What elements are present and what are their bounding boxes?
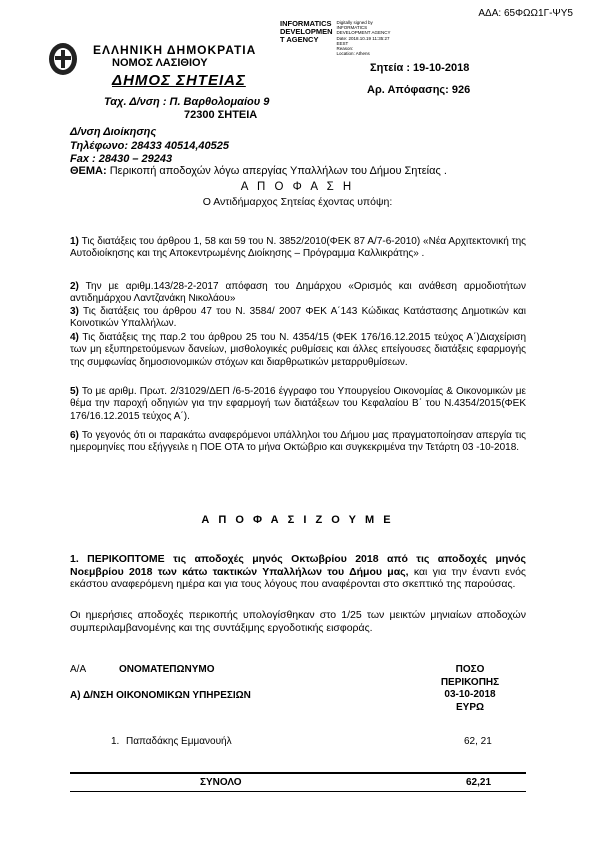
consideration-text: Το με αριθμ. Πρωτ. 2/31029/ΔΕΠ /6-5-2016 έγγραφο του Υπουργείου Οικονομίας & Οικονομικών με θέμα την παροχή οδηγιών για την εφαρμογή των διατάξεων του Κεφαλαίου Β΄ του Ν.4354/2015(ΦΕΚ 176/16.12.2015 τεύχος Α΄).	[70, 386, 526, 422]
department-name: Δ/νση Διοίκησης	[70, 126, 157, 138]
consideration-5	[70, 386, 526, 423]
consideration-text: Την με αριθμ.143/28-2-2017 απόφαση του Δημάρχου «Ορισμός και ανάθεση αρμοδιοτήτων αντιδημάρχου Λαντζανάκη Νικολάου»	[70, 281, 526, 305]
ada-code: ΑΔΑ: 65ΦΩΩ1Γ-ΨΥ5	[478, 8, 573, 19]
section-heading: Α) Δ/ΝΣΗ ΟΙΚΟΝΟΜΙΚΩΝ ΥΠΗΡΕΣΙΩΝ	[70, 690, 251, 701]
document-date: Σητεία : 19-10-2018	[370, 62, 470, 74]
consideration-text: Τις διατάξεις της παρ.2 του άρθρου 25 του Ν. 4354/15 (ΦΕΚ 176/16.12.2015 τεύχος Α΄)Διαχείριση των μη εξυπηρετούμενων δανείων, μισθολογικές ρυθμίσεις και άλλες επείγουσες διατάξεις εφαρμογής της συμφωνίας δημοσιονομικών στόχων και διαρθρωτικών μεταρρυθμίσεων.	[70, 332, 527, 368]
consideration-1	[70, 236, 526, 261]
consideration-number: 2)	[70, 281, 79, 292]
postal-address: Ταχ. Δ/νση : Π. Βαρθολομαίου 9	[104, 96, 270, 108]
resolution-bold-text: 1. ΠΕΡΙΚΟΠΤΟΜΕ τις αποδοχές μηνός Οκτωβρίου 2018 από τις αποδοχές μηνός Νοεμβρίου 2018 των κάτω τακτικών Υπαλλήλων του Δήμου μας,	[70, 553, 526, 578]
consideration-number: 1)	[70, 236, 79, 247]
table-divider	[70, 772, 526, 774]
amount-header-line: ΠΟΣΟ	[455, 664, 485, 675]
consideration-text: Τις διατάξεις του άρθρου 47 του Ν. 3584/ 2007 ΦΕΚ Α΄143 Κώδικας Κατάστασης Δημοτικών και Κοινοτικών Υπαλλήλων.	[70, 306, 526, 330]
column-header-name: ΟΝΟΜΑΤΕΠΩΝΥΜΟ	[119, 664, 215, 675]
consideration-number: 3)	[70, 306, 79, 317]
amount-header-line: ΠΕΡΙΚΟΠΗΣ	[440, 676, 500, 688]
employee-name: Παπαδάκης Εμμανουήλ	[126, 736, 232, 747]
deduction-amount: 62, 21	[464, 736, 492, 747]
signature-detail: INFORMATICS	[336, 25, 368, 31]
row-number: 1.	[111, 736, 120, 747]
signature-detail: DEVELOPMENT AGENCY	[336, 30, 391, 36]
digital-signature-box	[280, 20, 390, 56]
decision-intro: Ο Αντιδήμαρχος Σητείας έχοντας υπόψη:	[202, 196, 393, 208]
consideration-4	[70, 332, 526, 369]
signature-detail: Date: 2018.10.19 11:35:27	[336, 35, 390, 41]
signature-detail: Reason:	[336, 46, 354, 52]
consideration-text: Το γεγονός ότι οι παρακάτω αναφερόμενοι υπάλληλοι του Δήμου μας πραγματοποίησαν απεργία τις ημερομηνίες που εξήγγειλε η ΠΟΕ ΟΤΑ το μήνα Οκτώβριο και συγκεκριμένα την Τετάρτη 03 -10-2018.	[70, 430, 526, 454]
amount-header-line: ΕΥΡΩ	[455, 701, 485, 713]
republic-heading: ΕΛΛΗΝΙΚΗ ΔΗΜΟΚΡΑΤΙΑ	[93, 43, 257, 57]
signature-detail: Location: Athens	[336, 51, 370, 57]
fax-number: Fax : 28430 – 29243	[70, 153, 173, 165]
decision-title: Α Π Ο Φ Α Σ Η	[240, 181, 355, 193]
resolution-paragraph	[70, 553, 526, 591]
total-label: ΣΥΝΟΛΟ	[200, 777, 242, 788]
consideration-6	[70, 430, 526, 455]
column-header-amount	[420, 664, 520, 714]
signature-brand-line: DEVELOPMEN	[280, 27, 333, 36]
consideration-number: 4)	[70, 332, 79, 343]
signature-brand-line: INFORMATICS	[280, 19, 332, 28]
consideration-number: 6)	[70, 430, 79, 441]
signature-detail: EEST	[336, 40, 349, 46]
subject-label: ΘΕΜΑ:	[70, 165, 107, 177]
consideration-3	[70, 306, 526, 331]
total-value: 62,21	[466, 777, 492, 788]
resolution-calculation-note: Οι ημερήσιες αποδοχές περικοπής υπολογίσθηκαν στο 1/25 των μεικτών μηνιαίων αποδοχών συμπεριλαμβανομένης και της συντάξιμης εργοδοτικής εισφοράς.	[70, 609, 526, 634]
consideration-text: Τις διατάξεις του άρθρου 1, 58 και 59 του Ν. 3852/2010(ΦΕΚ 87 Α/7-6-2010) «Νέα Αρχιτεκτονική της Αυτοδιοίκησης και της Αποκεντρωμένης Διοίκησης – Πρόγραμμα Καλλικράτης» .	[70, 236, 526, 260]
postal-code-city: 72300 ΣΗΤΕΙΑ	[184, 109, 258, 121]
phone-number: Τηλέφωνο: 28433 40514,40525	[70, 140, 229, 152]
municipality-heading: ΔΗΜΟΣ ΣΗΤΕΙΑΣ	[112, 72, 246, 89]
amount-header-line: 03-10-2018	[444, 689, 496, 700]
resolution-title: Α Π Ο Φ Α Σ Ι Ζ Ο Υ Μ Ε	[201, 514, 394, 526]
table-bottom-line	[70, 791, 526, 792]
signature-brand-line: T AGENCY	[280, 35, 319, 44]
resolution-text: και για την έναντι ενός εκάστου αναφερόμενη ημέρα και για τους λόγους που αναφέρονται στο σκεπτικό της παρούσας.	[70, 565, 526, 590]
consideration-2	[70, 281, 526, 306]
column-header-aa: Α/Α	[70, 664, 87, 675]
consideration-number: 5)	[70, 386, 79, 397]
decision-number: Αρ. Απόφασης: 926	[367, 84, 471, 96]
greek-coat-of-arms-icon	[48, 42, 78, 76]
subject-line	[70, 165, 447, 177]
signature-detail: Digitally signed by	[336, 20, 373, 25]
prefecture-heading: ΝΟΜΟΣ ΛΑΣΙΘΙΟΥ	[112, 57, 208, 69]
subject-text: Περικοπή αποδοχών λόγω απεργίας Υπαλλήλων του Δήμου Σητείας .	[109, 165, 447, 177]
